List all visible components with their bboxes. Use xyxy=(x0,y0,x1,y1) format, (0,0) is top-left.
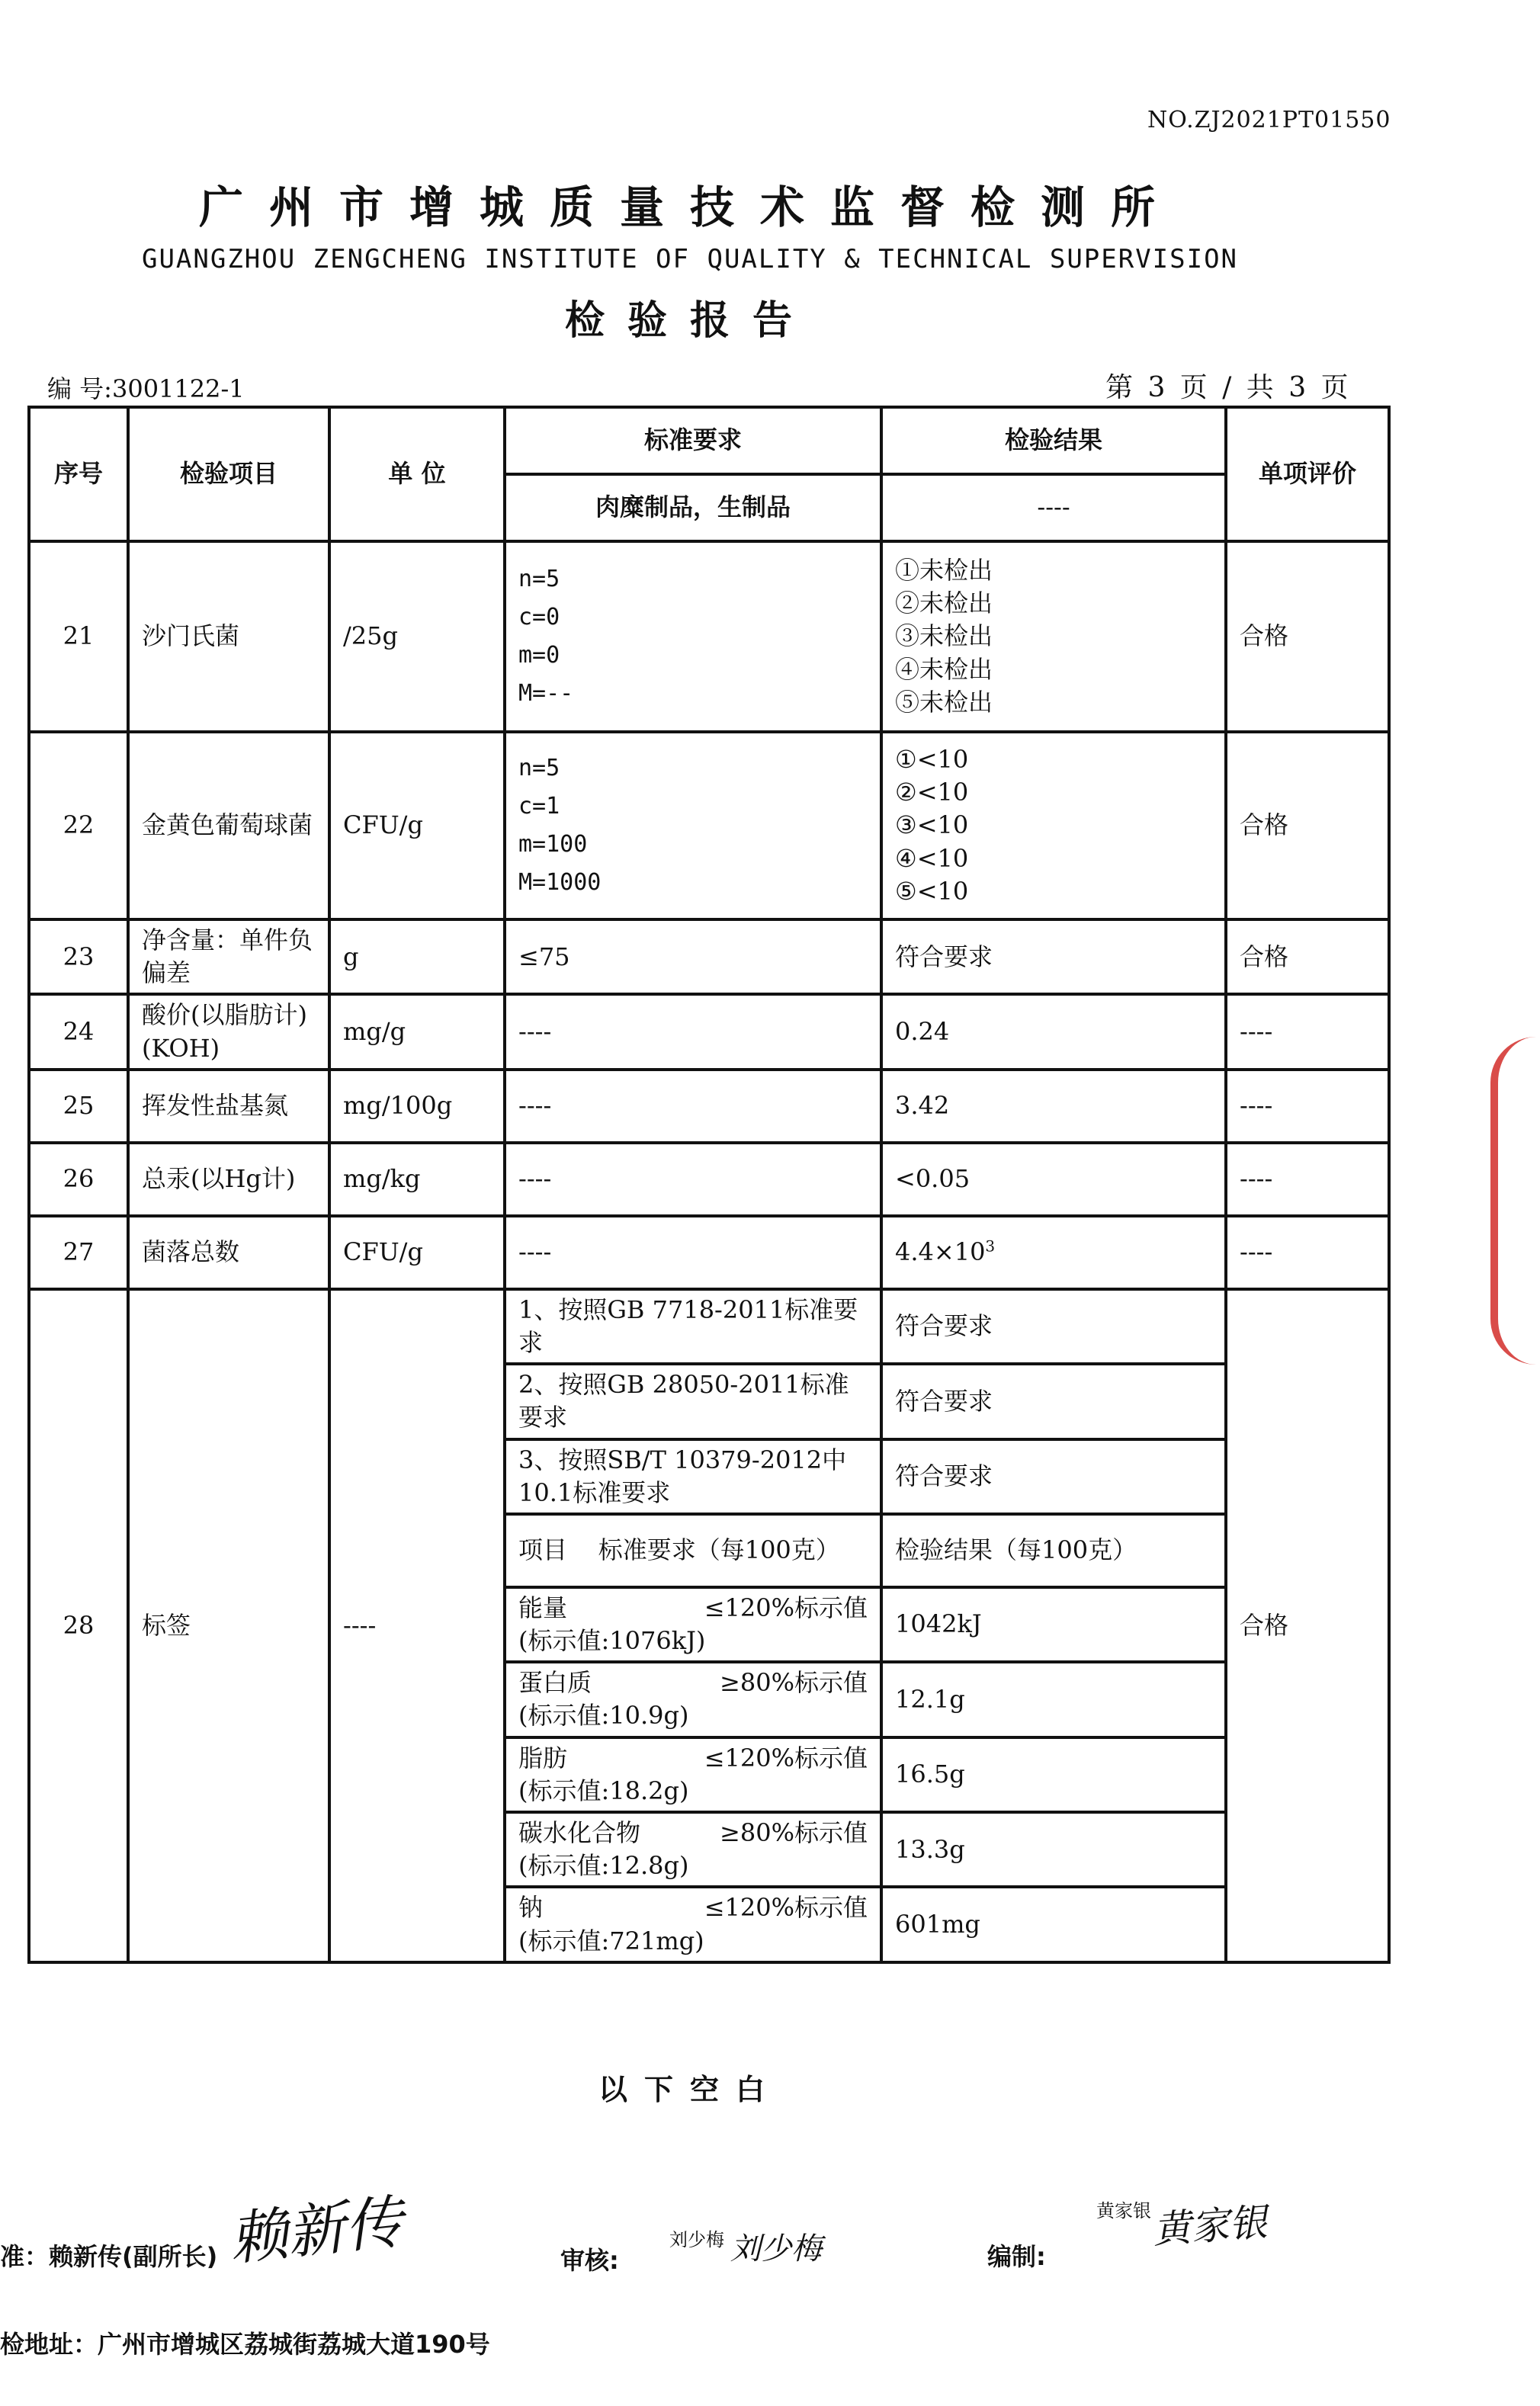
nutrient-name: 脂肪 xyxy=(518,1743,568,1772)
page-indicator: 第 3 页 / 共 3 页 xyxy=(1105,372,1352,403)
std-line: c=1 xyxy=(518,793,560,820)
std-line: M=-- xyxy=(518,680,574,707)
std-line: n=5 xyxy=(518,755,560,781)
row-standard: ≤75 xyxy=(505,919,881,994)
row-seq: 22 xyxy=(29,732,128,919)
seal-stamp-edge xyxy=(1490,1037,1540,1365)
label-row-std1 xyxy=(29,1289,1389,1364)
compiler-signature: 黄家银 xyxy=(1151,2199,1269,2253)
row-verdict: ---- xyxy=(1226,1070,1389,1143)
approver: 准：赖新传(副所长) xyxy=(0,2242,218,2271)
header-seq: 序号 xyxy=(29,407,128,541)
header-result: 检验结果 xyxy=(881,407,1226,474)
result-exponent: 3 xyxy=(985,1237,996,1256)
row-standard: ---- xyxy=(505,1143,881,1216)
nutrition-header-std xyxy=(505,1514,881,1587)
row-unit: mg/100g xyxy=(329,1070,505,1143)
row-seq: 28 xyxy=(29,1289,128,1962)
nutrient-name: 蛋白质 xyxy=(518,1668,592,1698)
nutrient-std xyxy=(505,1812,881,1887)
row-seq: 27 xyxy=(29,1216,128,1289)
label-res-2: 符合要求 xyxy=(881,1364,1226,1439)
nutrient-result: 12.1g xyxy=(881,1662,1226,1737)
result-base: 4.4×10 xyxy=(895,1237,986,1267)
row-results xyxy=(881,541,1226,732)
std-line: m=100 xyxy=(518,831,588,858)
serial-label: 编 号: xyxy=(47,374,112,403)
nutrition-head-item: 项目 xyxy=(518,1535,568,1565)
row-seq: 23 xyxy=(29,919,128,994)
row-item: 挥发性盐基氮 xyxy=(128,1070,329,1143)
institute-name-en: GUANGZHOU ZENGCHENG INSTITUTE OF QUALITY & TECHNICAL SUPERVISION xyxy=(141,244,1239,274)
row-standard: ---- xyxy=(505,1070,881,1143)
table-row xyxy=(29,919,1389,994)
nutrient-std xyxy=(505,1737,881,1812)
nutrient-result: 13.3g xyxy=(881,1812,1226,1887)
nutrient-req: ≤120%标示值 xyxy=(704,1893,868,1923)
nutrient-std xyxy=(505,1587,881,1662)
row-verdict: 合格 xyxy=(1226,1289,1389,1962)
header-standard-sub: 肉糜制品，生制品 xyxy=(505,474,881,541)
row-standard: ---- xyxy=(505,1216,881,1289)
row-seq: 21 xyxy=(29,541,128,732)
row-item: 总汞(以Hg计) xyxy=(128,1143,329,1216)
table-row xyxy=(29,1216,1389,1289)
nutrient-name: 能量 xyxy=(518,1593,568,1622)
row-verdict: ---- xyxy=(1226,1216,1389,1289)
nutrient-label-value: (标示值:18.2g) xyxy=(518,1776,689,1805)
result-line: ③未检出 xyxy=(895,621,993,651)
compiler-name: 黄家银 xyxy=(1096,2200,1151,2222)
result-line: ③<10 xyxy=(895,810,969,840)
row-unit: /25g xyxy=(329,541,505,732)
row-verdict: 合格 xyxy=(1226,919,1389,994)
row-result: <0.05 xyxy=(881,1143,1226,1216)
blank-below-note: 以下空白 xyxy=(598,2072,781,2106)
result-line: ⑤未检出 xyxy=(895,687,993,717)
approver-signature: 赖新传 xyxy=(226,2187,406,2273)
table-row xyxy=(29,541,1389,732)
table-row xyxy=(29,732,1389,919)
label-std-2: 2、按照GB 28050-2011标准要求 xyxy=(505,1364,881,1439)
row-standard xyxy=(505,541,881,732)
row-results xyxy=(881,732,1226,919)
nutrient-req: ≥80%标示值 xyxy=(720,1668,868,1698)
row-unit: mg/kg xyxy=(329,1143,505,1216)
row-unit: mg/g xyxy=(329,994,505,1069)
inspection-table xyxy=(27,406,1391,1964)
table-row xyxy=(29,1143,1389,1216)
row-unit: CFU/g xyxy=(329,732,505,919)
label-res-1: 符合要求 xyxy=(881,1289,1226,1364)
nutrient-name: 钠 xyxy=(518,1893,544,1923)
report-number: NO.ZJ2021PT01550 xyxy=(1147,107,1391,133)
row-result xyxy=(881,1216,1226,1289)
result-line: ④<10 xyxy=(895,843,969,873)
reviewer-name: 刘少梅 xyxy=(669,2229,724,2250)
row-item: 菌落总数 xyxy=(128,1216,329,1289)
row-unit: ---- xyxy=(329,1289,505,1962)
row-item: 净含量：单件负偏差 xyxy=(128,919,329,994)
row-result: 3.42 xyxy=(881,1070,1226,1143)
reviewer-signature: 刘少梅 xyxy=(730,2231,822,2266)
header-verdict: 单项评价 xyxy=(1226,407,1389,541)
nutrient-req: ≤120%标示值 xyxy=(704,1743,868,1772)
table-row xyxy=(29,1070,1389,1143)
report-title: 检验报告 xyxy=(564,297,815,344)
result-line: ⑤<10 xyxy=(895,876,969,906)
row-standard: ---- xyxy=(505,994,881,1069)
nutrition-head-std: 标准要求（每100克） xyxy=(598,1535,840,1565)
row-verdict: ---- xyxy=(1226,1143,1389,1216)
nutrient-std xyxy=(505,1662,881,1737)
result-line: ②<10 xyxy=(895,778,969,807)
result-line: ①<10 xyxy=(895,745,969,775)
row-verdict: ---- xyxy=(1226,994,1389,1069)
nutrient-std xyxy=(505,1887,881,1962)
row-standard xyxy=(505,732,881,919)
nutrient-req: ≥80%标示值 xyxy=(720,1818,868,1847)
nutrition-head-result: 检验结果（每100克） xyxy=(881,1514,1226,1587)
serial-value: 3001122-1 xyxy=(111,374,245,403)
header-result-sub: ---- xyxy=(881,474,1226,541)
nutrient-result: 1042kJ xyxy=(881,1587,1226,1662)
result-line: ①未检出 xyxy=(895,556,993,585)
nutrient-result: 601mg xyxy=(881,1887,1226,1962)
row-item: 酸价(以脂肪计)(KOH) xyxy=(128,994,329,1069)
header-standard: 标准要求 xyxy=(505,407,881,474)
institute-name-cn: 广州市增城质量技术监督检测所 xyxy=(198,181,1181,233)
nutrient-label-value: (标示值:10.9g) xyxy=(518,1701,689,1731)
result-line: ④未检出 xyxy=(895,654,993,684)
row-result: 0.24 xyxy=(881,994,1226,1069)
result-line: ②未检出 xyxy=(895,589,993,618)
row-unit: CFU/g xyxy=(329,1216,505,1289)
row-seq: 26 xyxy=(29,1143,128,1216)
header-unit: 单 位 xyxy=(329,407,505,541)
table-header-row xyxy=(29,407,1389,474)
row-verdict: 合格 xyxy=(1226,541,1389,732)
row-item: 金黄色葡萄球菌 xyxy=(128,732,329,919)
row-unit: g xyxy=(329,919,505,994)
serial-number xyxy=(47,370,245,405)
label-std-3: 3、按照SB/T 10379-2012中10.1标准要求 xyxy=(505,1439,881,1514)
std-line: n=5 xyxy=(518,566,560,592)
table-row xyxy=(29,994,1389,1069)
nutrient-name: 碳水化合物 xyxy=(518,1818,641,1847)
nutrient-label-value: (标示值:12.8g) xyxy=(518,1851,689,1881)
row-seq: 24 xyxy=(29,994,128,1069)
row-item: 沙门氏菌 xyxy=(128,541,329,732)
row-verdict: 合格 xyxy=(1226,732,1389,919)
inspection-address: 检地址：广州市增城区荔城街荔城大道190号 xyxy=(0,2330,490,2359)
row-item: 标签 xyxy=(128,1289,329,1962)
std-line: m=0 xyxy=(518,642,560,669)
nutrient-label-value: (标示值:1076kJ) xyxy=(518,1626,706,1656)
label-res-3: 符合要求 xyxy=(881,1439,1226,1514)
std-line: c=0 xyxy=(518,604,560,630)
compiler-label: 编制: xyxy=(987,2242,1046,2271)
label-std-1: 1、按照GB 7718-2011标准要求 xyxy=(505,1289,881,1364)
nutrient-label-value: (标示值:721mg) xyxy=(518,1926,704,1955)
header-item: 检验项目 xyxy=(128,407,329,541)
reviewer-label: 审核: xyxy=(560,2246,619,2275)
row-seq: 25 xyxy=(29,1070,128,1143)
std-line: M=1000 xyxy=(518,869,602,896)
nutrient-req: ≤120%标示值 xyxy=(704,1593,868,1622)
nutrient-result: 16.5g xyxy=(881,1737,1226,1812)
row-result: 符合要求 xyxy=(881,919,1226,994)
